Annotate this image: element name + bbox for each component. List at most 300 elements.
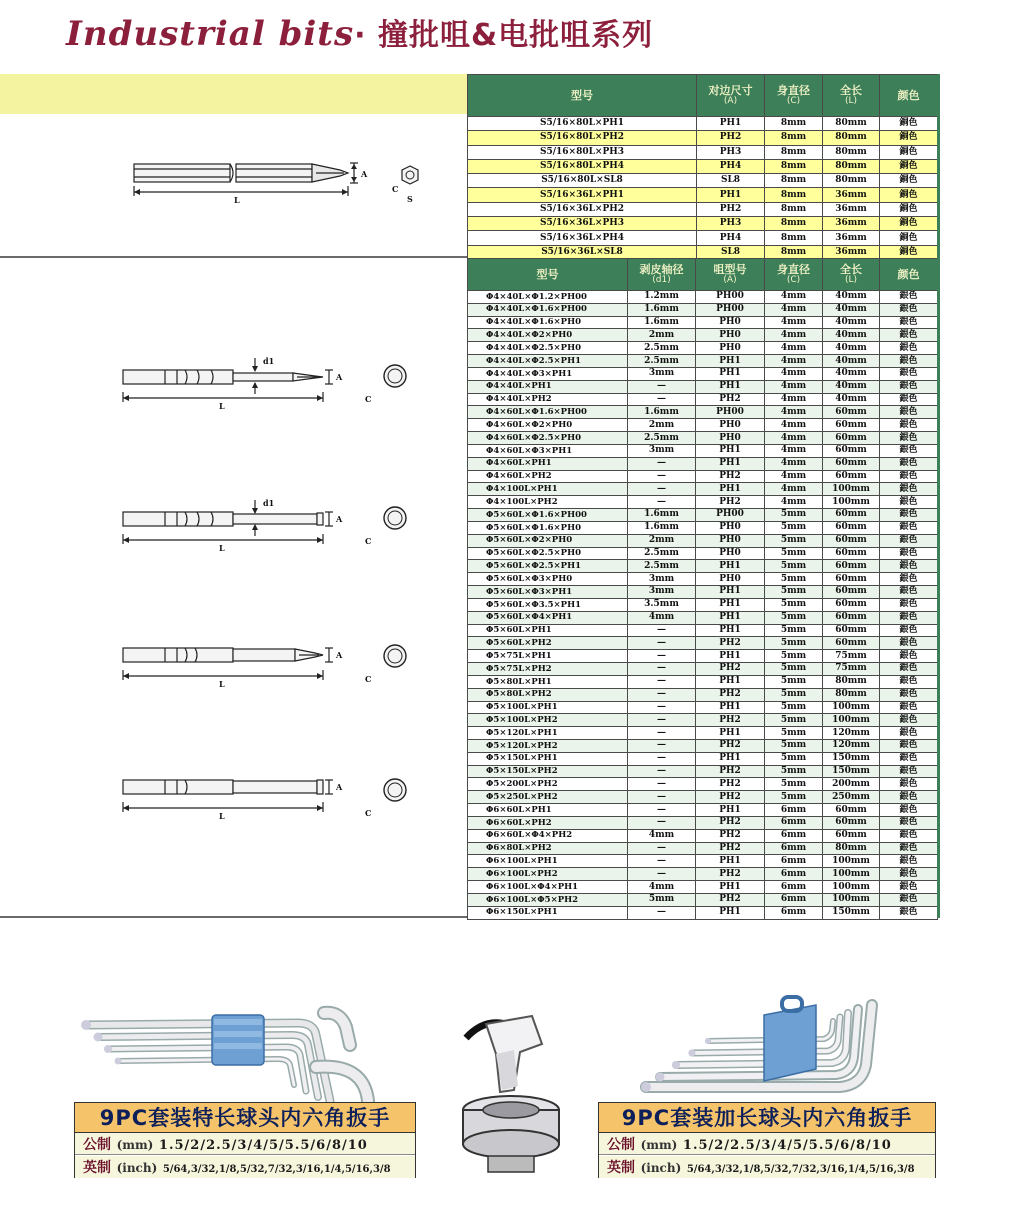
table-cell: Φ5×60L×Φ3.5×PH1 xyxy=(468,598,628,611)
table-cell: 銀色 xyxy=(880,739,938,752)
table-cell: 8mm xyxy=(765,174,823,188)
dim-label-a: A xyxy=(336,514,343,524)
column-header-label: 型号 xyxy=(536,267,559,281)
metric-label: 公制 xyxy=(83,1137,111,1153)
table-row xyxy=(468,159,938,173)
table-cell: 5mm xyxy=(765,598,823,611)
table-cell: PH2 xyxy=(696,868,765,881)
table-row xyxy=(468,765,938,778)
table-cell: PH1 xyxy=(696,650,765,663)
table-cell: PH1 xyxy=(696,804,765,817)
table-cell: PH2 xyxy=(696,829,765,842)
table-cell: S5/16×36L×PH4 xyxy=(468,231,697,245)
table-cell: Φ5×60L×Φ4×PH1 xyxy=(468,611,628,624)
table-row xyxy=(468,432,938,445)
page-title xyxy=(66,10,653,54)
phillips-reduced-bit-diagram xyxy=(115,352,425,414)
table-cell: PH1 xyxy=(696,598,765,611)
table-cell: Φ5×60L×PH2 xyxy=(468,637,628,650)
table-cell: Φ4×60L×Φ1.6×PH00 xyxy=(468,406,628,419)
table-cell: 銅色 xyxy=(880,145,938,159)
table-cell: 6mm xyxy=(765,893,823,906)
table-cell: PH1 xyxy=(697,188,765,202)
column-header xyxy=(697,75,765,117)
hex-socket-illustration xyxy=(456,1010,566,1179)
table-cell: Φ5×60L×Φ3×PH1 xyxy=(468,586,628,599)
table-row xyxy=(468,547,938,560)
table-cell: 4mm xyxy=(765,393,823,406)
table-cell: Φ5×60L×Φ3×PH0 xyxy=(468,573,628,586)
table-cell: 80mm xyxy=(823,145,880,159)
table-row xyxy=(468,701,938,714)
table-cell: Φ4×40L×Φ2.5×PH0 xyxy=(468,342,628,355)
table-cell: PH2 xyxy=(697,202,765,216)
table-row xyxy=(468,778,938,791)
table-cell: 4mm xyxy=(765,367,823,380)
table-cell: Φ6×60L×Φ4×PH2 xyxy=(468,829,628,842)
table-cell: PH2 xyxy=(696,816,765,829)
table-cell: Φ5×100L×PH1 xyxy=(468,701,628,714)
table-row xyxy=(468,316,938,329)
table-cell: 100mm xyxy=(823,714,880,727)
table-cell: — xyxy=(628,714,696,727)
table-cell: — xyxy=(628,816,696,829)
table-cell: 銀色 xyxy=(880,893,938,906)
table-row xyxy=(468,342,938,355)
table-cell: PH0 xyxy=(696,329,765,342)
table-cell: 1.6mm xyxy=(628,303,696,316)
metric-unit: (mm) xyxy=(640,1138,678,1152)
table-cell: 銀色 xyxy=(880,765,938,778)
table-cell: 40mm xyxy=(823,355,880,368)
table-cell: Φ4×60L×Φ3×PH1 xyxy=(468,444,628,457)
inch-label: 英制 xyxy=(83,1160,111,1176)
table-cell: 銅色 xyxy=(880,245,938,259)
table-cell: 銀色 xyxy=(880,560,938,573)
table-cell: 銀色 xyxy=(880,663,938,676)
table-cell: 5mm xyxy=(765,765,823,778)
table-cell: 5mm xyxy=(765,752,823,765)
product-box-extra-long-hex-keys xyxy=(74,1102,416,1178)
dim-label-l: L xyxy=(219,543,225,553)
table-cell: 60mm xyxy=(823,419,880,432)
table-cell: 銀色 xyxy=(880,701,938,714)
table-row xyxy=(468,714,938,727)
table-cell: 1.6mm xyxy=(628,406,696,419)
table-cell: 40mm xyxy=(823,393,880,406)
slotted-bit-diagram xyxy=(115,766,425,828)
table-row xyxy=(468,355,938,368)
table-cell: 2mm xyxy=(628,419,696,432)
table-cell: 銀色 xyxy=(880,816,938,829)
table-cell: Φ5×60L×Φ1.6×PH00 xyxy=(468,509,628,522)
table-cell: 銀色 xyxy=(880,496,938,509)
table-row xyxy=(468,117,938,131)
column-header-label: 全长 xyxy=(840,263,862,276)
table-cell: 40mm xyxy=(823,291,880,304)
table-cell: 80mm xyxy=(823,117,880,131)
table-cell: 1.6mm xyxy=(628,316,696,329)
column-header xyxy=(823,75,880,117)
table-row xyxy=(468,303,938,316)
table-header-row xyxy=(468,75,938,117)
table-cell: Φ5×60L×Φ2.5×PH0 xyxy=(468,547,628,560)
column-header-label: 颜色 xyxy=(897,267,920,281)
table-cell: 4mm xyxy=(628,829,696,842)
table-cell: 2.5mm xyxy=(628,432,696,445)
table-cell: 銀色 xyxy=(880,342,938,355)
table-cell: S5/16×80L×PH1 xyxy=(468,117,697,131)
inch-label: 英制 xyxy=(607,1160,635,1176)
table-cell: PH2 xyxy=(696,663,765,676)
table-cell: 6mm xyxy=(765,816,823,829)
column-header xyxy=(468,259,628,291)
table-row xyxy=(468,444,938,457)
table-row xyxy=(468,727,938,740)
metric-unit: (mm) xyxy=(116,1138,154,1152)
column-header-label: 型号 xyxy=(571,88,593,102)
column-header xyxy=(696,259,765,291)
table-cell: 銀色 xyxy=(880,752,938,765)
column-header-label: 剥皮轴径 xyxy=(639,263,684,276)
table-row xyxy=(468,174,938,188)
table-cell: 銀色 xyxy=(880,380,938,393)
round-section-icon xyxy=(384,365,406,387)
table-cell: 銀色 xyxy=(880,791,938,804)
table-cell: 5mm xyxy=(765,560,823,573)
table-row xyxy=(468,855,938,868)
table-cell: Φ5×60L×Φ2.5×PH1 xyxy=(468,560,628,573)
table-cell: 銀色 xyxy=(880,432,938,445)
hex-key-set-extra-long-image xyxy=(78,1005,378,1109)
column-header xyxy=(880,75,938,117)
table-cell: 5mm xyxy=(765,714,823,727)
column-header-label: 对边尺寸 xyxy=(708,84,753,97)
table-cell: 5mm xyxy=(765,739,823,752)
table-cell: Φ6×80L×PH2 xyxy=(468,842,628,855)
table-cell: PH1 xyxy=(696,483,765,496)
table-row xyxy=(468,419,938,432)
table-row xyxy=(468,598,938,611)
dim-label-c: C xyxy=(365,394,372,404)
table-cell: Φ5×60L×PH1 xyxy=(468,624,628,637)
column-header xyxy=(468,75,697,117)
table-cell: 5mm xyxy=(765,791,823,804)
table-cell: 銅色 xyxy=(880,117,938,131)
table-row xyxy=(468,291,938,304)
table-cell: 150mm xyxy=(823,765,880,778)
title-chinese: · 撞批咀&电批咀系列 xyxy=(354,18,654,53)
table-row xyxy=(468,231,938,245)
table-cell: 銀色 xyxy=(880,727,938,740)
table-cell: 2mm xyxy=(628,534,696,547)
table-cell: 60mm xyxy=(823,534,880,547)
table-cell: — xyxy=(628,868,696,881)
table-cell: 6mm xyxy=(765,829,823,842)
table-cell: 75mm xyxy=(823,650,880,663)
slotted-reduced-bit-diagram xyxy=(115,494,425,556)
hex-section-icon xyxy=(402,166,418,184)
hex-key-set-long-image xyxy=(640,995,900,1099)
metric-sizes-row xyxy=(75,1133,415,1155)
table-cell: 40mm xyxy=(823,367,880,380)
table-cell: 5mm xyxy=(765,701,823,714)
table-row xyxy=(468,816,938,829)
table-cell: 40mm xyxy=(823,303,880,316)
table-cell: 銀色 xyxy=(880,829,938,842)
table-cell: PH1 xyxy=(696,355,765,368)
table-cell: Φ5×120L×PH2 xyxy=(468,739,628,752)
metric-sizes: 1.5/2/2.5/3/4/5/5.5/6/8/10 xyxy=(158,1138,368,1153)
table-cell: Φ6×100L×Φ4×PH1 xyxy=(468,881,628,894)
dim-label-s: S xyxy=(407,194,413,204)
table-cell: — xyxy=(628,637,696,650)
table-cell: 2.5mm xyxy=(628,355,696,368)
table-cell: Φ5×250L×PH2 xyxy=(468,791,628,804)
table-cell: Φ4×40L×PH1 xyxy=(468,380,628,393)
table-cell: 5mm xyxy=(765,586,823,599)
table-cell: 4mm xyxy=(765,291,823,304)
table-cell: 4mm xyxy=(765,457,823,470)
table-cell: — xyxy=(628,650,696,663)
table-cell: PH2 xyxy=(696,470,765,483)
dim-label-c: C xyxy=(392,184,399,194)
table-cell: 銀色 xyxy=(880,316,938,329)
table-cell: 銀色 xyxy=(880,393,938,406)
table-cell: 8mm xyxy=(765,145,823,159)
table-cell: 200mm xyxy=(823,778,880,791)
table-cell: 4mm xyxy=(765,470,823,483)
dim-label-d1: d1 xyxy=(263,356,275,366)
table-row xyxy=(468,829,938,842)
section-divider xyxy=(0,256,467,258)
table-cell: 銀色 xyxy=(880,688,938,701)
table-cell: 2.5mm xyxy=(628,547,696,560)
table-cell: 60mm xyxy=(823,470,880,483)
table-cell: 120mm xyxy=(823,739,880,752)
table-cell: 銀色 xyxy=(880,778,938,791)
table-cell: 銀色 xyxy=(880,367,938,380)
table-cell: PH2 xyxy=(696,688,765,701)
table-cell: 3mm xyxy=(628,573,696,586)
table-cell: 4mm xyxy=(765,303,823,316)
product-title: 9PC套装加长球头内六角扳手 xyxy=(599,1103,935,1133)
impact-bit-diagram xyxy=(120,156,430,208)
table-cell: PH2 xyxy=(696,778,765,791)
table-row xyxy=(468,509,938,522)
table2-right-frame xyxy=(937,258,940,918)
table-cell: 5mm xyxy=(765,637,823,650)
table-cell: PH1 xyxy=(696,624,765,637)
table-cell: PH1 xyxy=(696,881,765,894)
column-header xyxy=(765,259,823,291)
column-header xyxy=(880,259,938,291)
column-header xyxy=(765,75,823,117)
table-cell: 6mm xyxy=(765,804,823,817)
round-section-icon xyxy=(384,507,406,529)
table-cell: 100mm xyxy=(823,868,880,881)
section-divider-bottom xyxy=(0,916,467,918)
column-header-unit: (C) xyxy=(786,95,801,106)
column-header-unit: (d1) xyxy=(652,274,671,285)
table-cell: PH1 xyxy=(696,727,765,740)
table-cell: 4mm xyxy=(765,342,823,355)
table-cell: Φ5×60L×Φ1.6×PH0 xyxy=(468,521,628,534)
table-cell: PH1 xyxy=(696,444,765,457)
table-row xyxy=(468,573,938,586)
table-cell: 80mm xyxy=(823,159,880,173)
table-cell: 銅色 xyxy=(880,188,938,202)
table-cell: 60mm xyxy=(823,624,880,637)
table-cell: 8mm xyxy=(765,231,823,245)
table-cell: S5/16×80L×PH4 xyxy=(468,159,697,173)
column-header-unit: (A) xyxy=(723,95,738,106)
table-cell: 銀色 xyxy=(880,483,938,496)
table-cell: 4mm xyxy=(765,316,823,329)
column-header-label: 咀型号 xyxy=(713,263,747,276)
table-cell: Φ4×40L×Φ3×PH1 xyxy=(468,367,628,380)
table-cell: PH2 xyxy=(696,496,765,509)
table-cell: 150mm xyxy=(823,752,880,765)
table-cell: 60mm xyxy=(823,637,880,650)
table-cell: — xyxy=(628,675,696,688)
table-cell: Φ6×60L×PH2 xyxy=(468,816,628,829)
table-cell: 5mm xyxy=(765,547,823,560)
table-cell: — xyxy=(628,393,696,406)
table-cell: 120mm xyxy=(823,727,880,740)
table-row xyxy=(468,131,938,145)
table-cell: 8mm xyxy=(765,131,823,145)
table1-right-frame xyxy=(937,74,940,258)
table-cell: — xyxy=(628,765,696,778)
table-cell: Φ6×100L×PH1 xyxy=(468,855,628,868)
page-header xyxy=(0,0,1027,58)
table-row xyxy=(468,406,938,419)
table-cell: 5mm xyxy=(765,521,823,534)
table-cell: PH2 xyxy=(696,739,765,752)
table-cell: SL8 xyxy=(697,174,765,188)
table-cell: S5/16×36L×SL8 xyxy=(468,245,697,259)
column-header xyxy=(628,259,696,291)
table-cell: 2mm xyxy=(628,329,696,342)
table-cell: 銀色 xyxy=(880,855,938,868)
table-cell: SL8 xyxy=(697,245,765,259)
table-cell: PH2 xyxy=(696,637,765,650)
table-row xyxy=(468,586,938,599)
table-cell: 60mm xyxy=(823,521,880,534)
dim-label-d1: d1 xyxy=(263,498,275,508)
table-row xyxy=(468,470,938,483)
table-row xyxy=(468,380,938,393)
table-cell: 銀色 xyxy=(880,419,938,432)
table-cell: 100mm xyxy=(823,855,880,868)
table-cell: 40mm xyxy=(823,380,880,393)
table-cell: 80mm xyxy=(823,174,880,188)
table-cell: PH2 xyxy=(696,765,765,778)
table-cell: Φ6×100L×Φ5×PH2 xyxy=(468,893,628,906)
table-cell: Φ5×150L×PH2 xyxy=(468,765,628,778)
table-cell: 5mm xyxy=(765,624,823,637)
table-cell: PH2 xyxy=(696,842,765,855)
table-cell: Φ4×60L×Φ2.5×PH0 xyxy=(468,432,628,445)
table-cell: 60mm xyxy=(823,547,880,560)
inch-sizes: 5/64,3/32,1/8,5/32,7/32,3/16,1/4,5/16,3/8 xyxy=(686,1164,915,1175)
column-header-label: 身直径 xyxy=(777,263,810,276)
table-cell: 60mm xyxy=(823,598,880,611)
table-cell: 60mm xyxy=(823,457,880,470)
table-cell: 2.5mm xyxy=(628,342,696,355)
table-cell: 銀色 xyxy=(880,906,938,919)
table-row xyxy=(468,534,938,547)
table-cell: 3.5mm xyxy=(628,598,696,611)
product-box-long-hex-keys xyxy=(598,1102,936,1178)
table-cell: 銀色 xyxy=(880,444,938,457)
table-row xyxy=(468,791,938,804)
table-cell: — xyxy=(628,380,696,393)
table-cell: 5mm xyxy=(628,893,696,906)
column-header-unit: (C) xyxy=(786,274,801,285)
table-cell: 4mm xyxy=(765,444,823,457)
table-cell: Φ5×75L×PH2 xyxy=(468,663,628,676)
table-cell: 銀色 xyxy=(880,714,938,727)
table-cell: 銀色 xyxy=(880,624,938,637)
table-cell: S5/16×80L×PH3 xyxy=(468,145,697,159)
column-header-unit: (A) xyxy=(723,274,737,285)
table-row xyxy=(468,893,938,906)
table-cell: PH2 xyxy=(696,714,765,727)
table-cell: 5mm xyxy=(765,573,823,586)
table-cell: 3mm xyxy=(628,444,696,457)
table-cell: 銀色 xyxy=(880,586,938,599)
table-cell: 6mm xyxy=(765,868,823,881)
table-cell: Φ4×40L×PH2 xyxy=(468,393,628,406)
table-cell: 250mm xyxy=(823,791,880,804)
table-cell: PH00 xyxy=(696,291,765,304)
table-cell: Φ6×60L×PH1 xyxy=(468,804,628,817)
dim-label-l: L xyxy=(219,811,225,821)
table-cell: 銀色 xyxy=(880,406,938,419)
table-cell: Φ4×60L×PH2 xyxy=(468,470,628,483)
dim-label-l: L xyxy=(219,401,225,411)
table-cell: 5mm xyxy=(765,534,823,547)
table-cell: 8mm xyxy=(765,202,823,216)
table-cell: 60mm xyxy=(823,611,880,624)
table-cell: Φ5×100L×PH2 xyxy=(468,714,628,727)
table-row xyxy=(468,675,938,688)
table-row xyxy=(468,521,938,534)
table-cell: — xyxy=(628,906,696,919)
top-accent-band xyxy=(0,74,467,114)
table-cell: 銅色 xyxy=(880,159,938,173)
table-cell: Φ4×40L×Φ1.6×PH00 xyxy=(468,303,628,316)
power-bits-table xyxy=(467,258,938,920)
table-cell: PH3 xyxy=(697,145,765,159)
table-cell: 60mm xyxy=(823,586,880,599)
table-cell: PH1 xyxy=(696,457,765,470)
product-title: 9PC套装特长球头内六角扳手 xyxy=(75,1103,415,1133)
table-cell: PH1 xyxy=(696,701,765,714)
table-cell: S5/16×80L×SL8 xyxy=(468,174,697,188)
table-cell: PH1 xyxy=(696,855,765,868)
metric-sizes-row xyxy=(599,1133,935,1155)
table-cell: 80mm xyxy=(823,131,880,145)
inch-sizes-row xyxy=(599,1156,935,1178)
table-cell: 1.6mm xyxy=(628,521,696,534)
table-cell: PH00 xyxy=(696,303,765,316)
table-cell: 銀色 xyxy=(880,842,938,855)
table-cell: 36mm xyxy=(823,202,880,216)
column-header-unit: (L) xyxy=(844,95,858,106)
